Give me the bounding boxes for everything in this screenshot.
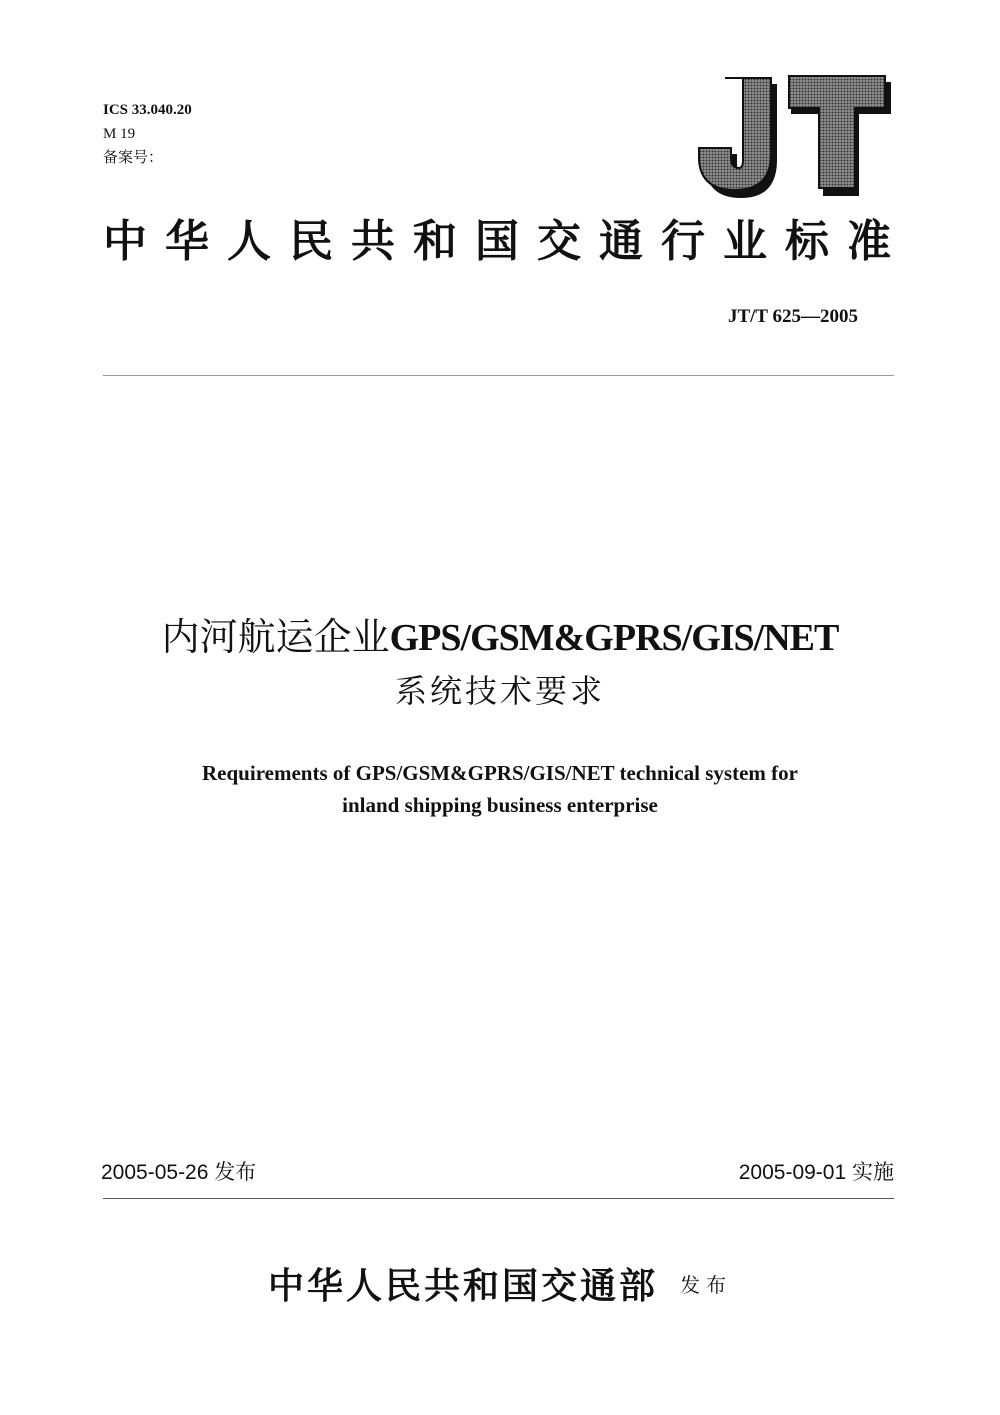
chinese-title-line-2: 系统技术要求 bbox=[394, 672, 605, 710]
classification-block bbox=[103, 98, 192, 170]
top-divider bbox=[103, 375, 894, 376]
bottom-divider bbox=[103, 1198, 894, 1199]
ics-code: ICS 33.040.20 bbox=[103, 102, 192, 118]
jt-logo bbox=[693, 72, 893, 198]
standard-category-heading: 中华人民共和国交通行业标准 bbox=[103, 216, 893, 267]
implementation-date: 2005-09-01 实施 bbox=[738, 1161, 894, 1184]
english-title-line-2: inland shipping business enterprise bbox=[342, 793, 658, 817]
ccs-code: M 19 bbox=[103, 126, 136, 142]
record-number-label: 备案号： bbox=[103, 150, 164, 166]
publisher-action: 发布 bbox=[680, 1273, 732, 1297]
chinese-title-system-code: GPS/GSM&GPRS/GIS/NET bbox=[389, 617, 839, 659]
english-title-line-1: Requirements of GPS/GSM&GPRS/GIS/NET technical system for bbox=[202, 761, 798, 785]
logo-j bbox=[699, 78, 771, 190]
chinese-title-prefix: 内河航运企业 bbox=[161, 615, 390, 659]
logo-text: JT bbox=[693, 72, 694, 73]
chinese-title-line-1 bbox=[0, 610, 1000, 665]
release-date: 2005-05-26 发布 bbox=[101, 1161, 257, 1184]
logo-t bbox=[789, 76, 885, 188]
publisher-organization: 中华人民共和国交通部 bbox=[267, 1265, 658, 1307]
publisher-line bbox=[0, 1258, 1000, 1309]
standard-number: JT/T 625—2005 bbox=[727, 306, 858, 327]
